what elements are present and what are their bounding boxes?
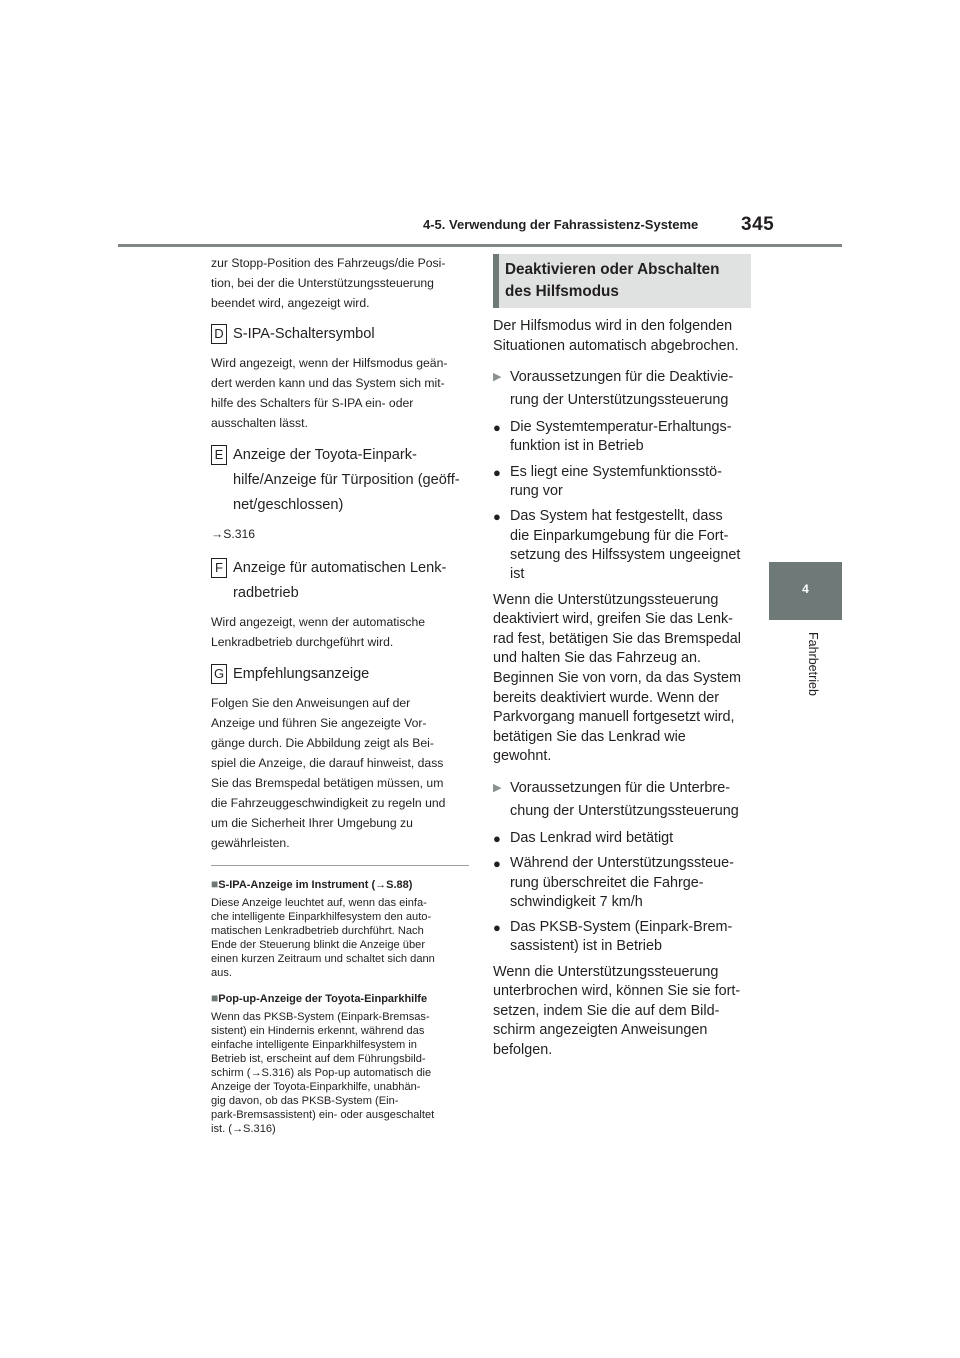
note-heading: ■Pop-up-Anzeige der Toyota-Einparkhilfe xyxy=(211,991,428,1005)
chapter-number: 4 xyxy=(802,582,809,596)
title-line: Anzeige für automatischen Lenk- xyxy=(233,560,447,576)
text-line: Anzeige und führen Sie angezeigte Vor- xyxy=(211,716,427,730)
note-heading: ■S-IPA-Anzeige im Instrument (→S.88) xyxy=(211,877,413,891)
text-line: die Fahrzeuggeschwindigkeit zu regeln und xyxy=(211,796,446,810)
list-item: ● Das PKSB-System (Einpark-Brem- sassistent) ist in Betrieb xyxy=(493,918,751,957)
label-box-d: D xyxy=(211,324,227,344)
label-box-f: F xyxy=(211,558,227,578)
left-column xyxy=(211,253,469,1146)
item-title: Empfehlungsanzeige xyxy=(233,666,370,682)
section-heading: Deaktivieren oder Abschalten des Hilfsmodus xyxy=(505,261,720,300)
item-d xyxy=(211,322,469,433)
intro-paragraph: Der Hilfsmodus wird in den folgenden Situationen automatisch abgebrochen. xyxy=(493,318,739,354)
dot-bullet-icon: ● xyxy=(493,920,501,936)
triangle-bullet-icon: ▶ xyxy=(493,371,502,384)
list-item: ● Das Lenkrad wird betätigt xyxy=(493,829,751,848)
dot-bullet-icon: ● xyxy=(493,856,501,872)
title-line: radbetrieb xyxy=(233,585,299,601)
paragraph: Wenn die Unterstützungssteuerung unterbrochen wird, können Sie sie fort- setzen, indem Sie die auf dem Bild- schirm angezeigten Anweisungen befolgen. xyxy=(493,963,741,1059)
title-line: Anzeige der Toyota-Einpark- xyxy=(233,447,417,463)
text-line: gewährleisten. xyxy=(211,836,290,850)
condition-heading: ▶ Voraussetzungen für die Deaktivie- rung der Unterstützungssteuerung xyxy=(493,366,751,412)
text-line: hilfe des Schalters für S-IPA ein- oder xyxy=(211,396,414,410)
dot-bullet-icon: ● xyxy=(493,830,501,846)
intro-text xyxy=(211,253,469,313)
note-s-ipa-indicator xyxy=(211,876,469,980)
dot-bullet-icon: ● xyxy=(493,509,501,525)
text-line: Wird angezeigt, wenn der automatische xyxy=(211,615,426,629)
text-line: Folgen Sie den Anweisungen auf der xyxy=(211,696,411,710)
triangle-bullet-icon: ▶ xyxy=(493,781,502,794)
chapter-label: Fahrbetrieb xyxy=(806,632,820,696)
list-item: ● Das System hat festgestellt, dass die Einparkumgebung für die Fort- setzung des Hilfssystem ungeeignet ist xyxy=(493,507,751,584)
text-line: zur Stopp-Position des Fahrzeugs/die Posi- xyxy=(211,256,446,270)
note-body: Diese Anzeige leuchtet auf, wenn das einfa- che intelligente Einparkhilfesystem den auto- matischen Lenkradbetrieb durchführt. Nach Ende der Steuerung blinkt die Anzeige über einen kurzen Zeitraum und schaltet sich dann aus. xyxy=(211,897,435,979)
note-popup-display xyxy=(211,990,469,1136)
text-line: Wird angezeigt, wenn der Hilfsmodus geän- xyxy=(211,356,448,370)
label-box-g: G xyxy=(211,664,227,684)
dot-bullet-icon: ● xyxy=(493,420,501,436)
text-line: Sie das Bremspedal betätigen müssen, um xyxy=(211,776,444,790)
label-box-e: E xyxy=(211,445,227,465)
condition-heading: ▶ Voraussetzungen für die Unterbre- chung der Unterstützungssteuerung xyxy=(493,777,751,823)
item-title xyxy=(233,556,446,606)
section-title: 4-5. Verwendung der Fahrassistenz-Systeme xyxy=(423,217,699,232)
square-bullet-icon: ■ xyxy=(211,991,219,1005)
text-line: ausschalten lässt. xyxy=(211,416,308,430)
item-e xyxy=(211,443,469,544)
dot-bullet-icon: ● xyxy=(493,464,501,480)
text-line: um die Sicherheit Ihrer Umgebung zu xyxy=(211,816,413,830)
text-line: beendet wird, angezeigt wird. xyxy=(211,296,370,310)
note-body: Wenn das PKSB-System (Einpark-Bremsas- sistent) ein Hindernis erkennt, während das einfache intelligente Einparkhilfesystem in Betrieb ist, erscheint auf dem Führungsbild- schirm (→S.316) als Pop-up automatisch die Anzeige der Toyota-Einparkhilfe, unabhän- gig davon, ob das PKSB-System (Ein- park-Bremsassistent) ein- oder ausgeschaltet ist. (→S.316) xyxy=(211,1011,435,1135)
item-f xyxy=(211,556,469,652)
list-item: ● Es liegt eine Systemfunktionsstö- rung vor xyxy=(493,463,751,502)
chapter-tab xyxy=(769,562,842,620)
item-title: S-IPA-Schaltersymbol xyxy=(233,326,375,342)
paragraph: Wenn die Unterstützungssteuerung deaktiviert wird, greifen Sie das Lenk- rad fest, betätigen Sie das Bremspedal und halten Sie das Fahrzeug an. Beginnen Sie von vorn, da das System bereits deaktiviert wurde. Wenn der Parkvorgang manuell fortgesetzt wird, betätigen Sie das Lenkrad wie gewohnt. xyxy=(493,591,741,765)
title-line: hilfe/Anzeige für Türposition (geöff- xyxy=(233,472,460,488)
page-number: 345 xyxy=(741,214,775,235)
list-item: ● Während der Unterstützungssteue- rung überschreitet die Fahrge- schwindigkeit 7 km/h xyxy=(493,854,751,912)
item-title xyxy=(233,443,460,518)
item-g xyxy=(211,662,469,853)
text-line: tion, bei der die Unterstützungssteuerung xyxy=(211,276,434,290)
text-line: Lenkradbetrieb durchgeführt wird. xyxy=(211,635,394,649)
text-line: gänge durch. Die Abbildung zeigt als Bei- xyxy=(211,736,434,750)
title-line: net/geschlossen) xyxy=(233,497,344,513)
notes-divider xyxy=(211,865,469,866)
text-line: dert werden kann und das System sich mit- xyxy=(211,376,445,390)
square-bullet-icon: ■ xyxy=(211,877,219,891)
page-reference: →S.316 xyxy=(211,527,256,541)
header-rule xyxy=(118,244,842,247)
right-column xyxy=(493,254,751,1071)
list-item: ● Die Systemtemperatur-Erhaltungs- funktion ist in Betrieb xyxy=(493,418,751,457)
section-heading-bar xyxy=(493,254,499,308)
text-line: spiel die Anzeige, die darauf hinweist, dass xyxy=(211,756,444,770)
section-heading-box xyxy=(493,254,751,308)
